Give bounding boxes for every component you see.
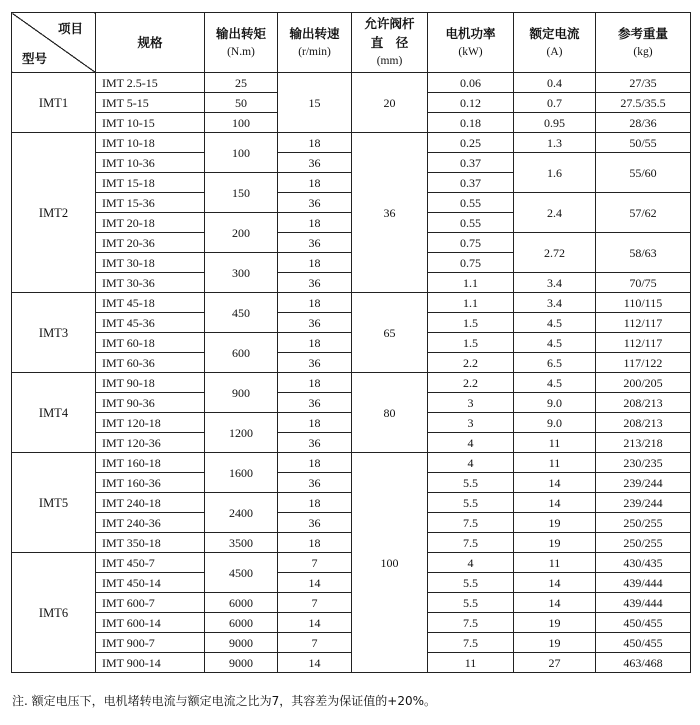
torque-cell: 150: [205, 173, 278, 213]
speed-cell: 18: [278, 293, 352, 313]
torque-cell: 6000: [205, 593, 278, 613]
torque-cell: 4500: [205, 553, 278, 593]
weight-cell: 250/255: [596, 513, 691, 533]
power-cell: 0.06: [428, 73, 514, 93]
torque-cell: 25: [205, 73, 278, 93]
speed-cell: 15: [278, 73, 352, 133]
model-cell: IMT 10-36: [96, 153, 205, 173]
table-row: [12, 513, 691, 533]
current-cell: 14: [514, 493, 596, 513]
table-row: [12, 573, 691, 593]
stem-diameter-cell: 80: [352, 373, 428, 453]
weight-cell: 28/36: [596, 113, 691, 133]
weight-cell: 250/255: [596, 533, 691, 553]
torque-cell: 100: [205, 133, 278, 173]
current-cell: 27: [514, 653, 596, 673]
speed-cell: 36: [278, 313, 352, 333]
current-cell: 1.3: [514, 133, 596, 153]
weight-header: [596, 13, 691, 73]
table-row: [12, 433, 691, 453]
weight-cell: 55/60: [596, 153, 691, 193]
table-body: [12, 73, 691, 673]
torque-cell: 3500: [205, 533, 278, 553]
type-cell: IMT1: [12, 73, 96, 133]
speed-cell: 14: [278, 653, 352, 673]
current-cell: 19: [514, 533, 596, 553]
model-cell: IMT 450-7: [96, 553, 205, 573]
torque-cell: 100: [205, 113, 278, 133]
weight-cell: 200/205: [596, 373, 691, 393]
stem-diameter-cell: 20: [352, 73, 428, 133]
weight-cell: 430/435: [596, 553, 691, 573]
torque-cell: 200: [205, 213, 278, 253]
model-cell: IMT 900-7: [96, 633, 205, 653]
model-cell: IMT 60-18: [96, 333, 205, 353]
speed-cell: 18: [278, 413, 352, 433]
torque-header: [205, 13, 278, 73]
table-row: [12, 593, 691, 613]
weight-cell: 230/235: [596, 453, 691, 473]
current-cell: 0.7: [514, 93, 596, 113]
power-cell: 11: [428, 653, 514, 673]
type-cell: IMT5: [12, 453, 96, 553]
speed-cell: 18: [278, 453, 352, 473]
model-cell: IMT 90-36: [96, 393, 205, 413]
current-header: [514, 13, 596, 73]
table-row: [12, 413, 691, 433]
weight-cell: 239/244: [596, 493, 691, 513]
table-row: [12, 393, 691, 413]
current-cell: 2.4: [514, 193, 596, 233]
weight-cell: 450/455: [596, 633, 691, 653]
speed-cell: 14: [278, 613, 352, 633]
table-header: [12, 13, 691, 73]
type-cell: IMT3: [12, 293, 96, 373]
stem-diameter-cell: 65: [352, 293, 428, 373]
power-cell: 7.5: [428, 633, 514, 653]
speed-cell: 36: [278, 273, 352, 293]
power-cell: 1.5: [428, 333, 514, 353]
current-cell: 11: [514, 453, 596, 473]
torque-cell: 2400: [205, 493, 278, 533]
speed-cell: 36: [278, 153, 352, 173]
weight-unit: (kg): [633, 45, 653, 58]
corner-bottom-label: 型号: [22, 51, 48, 66]
power-cell: 5.5: [428, 493, 514, 513]
model-cell: IMT 45-18: [96, 293, 205, 313]
speed-cell: 18: [278, 333, 352, 353]
spec-table-container: [11, 12, 690, 673]
weight-cell: 213/218: [596, 433, 691, 453]
power-cell: 5.5: [428, 573, 514, 593]
power-cell: 4: [428, 453, 514, 473]
stem-header-line1: 允许阀杆: [364, 16, 415, 31]
current-cell: 19: [514, 513, 596, 533]
weight-cell: 57/62: [596, 193, 691, 233]
speed-cell: 36: [278, 513, 352, 533]
stem-unit: (mm): [376, 55, 403, 67]
power-cell: 0.37: [428, 173, 514, 193]
model-cell: IMT 160-18: [96, 453, 205, 473]
speed-cell: 18: [278, 133, 352, 153]
current-cell: 9.0: [514, 413, 596, 433]
model-cell: IMT 10-15: [96, 113, 205, 133]
speed-cell: 18: [278, 373, 352, 393]
table-row: [12, 373, 691, 393]
speed-cell: 36: [278, 433, 352, 453]
table-row: [12, 353, 691, 373]
weight-cell: 50/55: [596, 133, 691, 153]
speed-cell: 36: [278, 353, 352, 373]
model-cell: IMT 20-18: [96, 213, 205, 233]
current-cell: 3.4: [514, 293, 596, 313]
current-cell: 6.5: [514, 353, 596, 373]
speed-cell: 18: [278, 213, 352, 233]
torque-cell: 9000: [205, 653, 278, 673]
corner-header-cell: [12, 13, 96, 73]
speed-cell: 7: [278, 593, 352, 613]
speed-cell: 7: [278, 553, 352, 573]
table-row: [12, 193, 691, 213]
table-row: [12, 473, 691, 493]
spec-header: [96, 13, 205, 73]
torque-cell: 1200: [205, 413, 278, 453]
power-header: [428, 13, 514, 73]
speed-cell: 7: [278, 633, 352, 653]
speed-cell: 36: [278, 233, 352, 253]
current-cell: 19: [514, 633, 596, 653]
torque-cell: 9000: [205, 633, 278, 653]
speed-cell: 18: [278, 173, 352, 193]
model-cell: IMT 30-36: [96, 273, 205, 293]
model-cell: IMT 2.5-15: [96, 73, 205, 93]
current-unit: (A): [546, 45, 563, 58]
model-cell: IMT 600-7: [96, 593, 205, 613]
model-cell: IMT 45-36: [96, 313, 205, 333]
torque-unit: (N.m): [227, 45, 255, 58]
current-cell: 4.5: [514, 373, 596, 393]
table-row: [12, 153, 691, 173]
weight-cell: 70/75: [596, 273, 691, 293]
power-cell: 4: [428, 553, 514, 573]
power-cell: 7.5: [428, 533, 514, 553]
current-cell: 0.95: [514, 113, 596, 133]
torque-cell: 600: [205, 333, 278, 373]
table-row: [12, 133, 691, 153]
stem-header-line2: 直 径: [370, 35, 409, 50]
speed-cell: 18: [278, 493, 352, 513]
header-row: [12, 13, 691, 73]
torque-cell: 450: [205, 293, 278, 333]
current-cell: 1.6: [514, 153, 596, 193]
power-cell: 7.5: [428, 513, 514, 533]
spec-header-label: 规格: [137, 35, 163, 50]
model-cell: IMT 60-36: [96, 353, 205, 373]
corner-top-label: 项目: [57, 21, 83, 36]
weight-cell: 112/117: [596, 333, 691, 353]
torque-cell: 6000: [205, 613, 278, 633]
model-cell: IMT 160-36: [96, 473, 205, 493]
power-cell: 2.2: [428, 373, 514, 393]
table-row: [12, 633, 691, 653]
current-cell: 11: [514, 433, 596, 453]
power-cell: 0.25: [428, 133, 514, 153]
model-cell: IMT 900-14: [96, 653, 205, 673]
table-row: [12, 293, 691, 313]
speed-header: [278, 13, 352, 73]
current-cell: 11: [514, 553, 596, 573]
current-cell: 14: [514, 473, 596, 493]
current-cell: 19: [514, 613, 596, 633]
power-cell: 5.5: [428, 473, 514, 493]
weight-cell: 239/244: [596, 473, 691, 493]
table-row: [12, 613, 691, 633]
type-cell: IMT2: [12, 133, 96, 293]
speed-cell: 36: [278, 473, 352, 493]
current-cell: 0.4: [514, 73, 596, 93]
table-row: [12, 333, 691, 353]
stem-diameter-cell: 100: [352, 453, 428, 673]
power-cell: 7.5: [428, 613, 514, 633]
current-cell: 4.5: [514, 313, 596, 333]
weight-cell: 208/213: [596, 413, 691, 433]
model-cell: IMT 30-18: [96, 253, 205, 273]
power-cell: 0.75: [428, 253, 514, 273]
model-cell: IMT 20-36: [96, 233, 205, 253]
power-cell: 1.1: [428, 273, 514, 293]
speed-unit: (r/min): [298, 45, 331, 58]
current-header-label: 额定电流: [529, 25, 580, 41]
power-cell: 5.5: [428, 593, 514, 613]
table-row: [12, 313, 691, 333]
power-cell: 0.55: [428, 193, 514, 213]
stem-diameter-header: [352, 13, 428, 73]
type-cell: IMT4: [12, 373, 96, 453]
speed-cell: 36: [278, 393, 352, 413]
torque-cell: 1600: [205, 453, 278, 493]
table-row: [12, 653, 691, 673]
weight-cell: 110/115: [596, 293, 691, 313]
table-row: [12, 73, 691, 93]
spec-table: [11, 12, 691, 673]
model-cell: IMT 15-36: [96, 193, 205, 213]
power-cell: 0.75: [428, 233, 514, 253]
model-cell: IMT 600-14: [96, 613, 205, 633]
weight-cell: 450/455: [596, 613, 691, 633]
speed-header-label: 输出转速: [289, 25, 340, 41]
weight-cell: 208/213: [596, 393, 691, 413]
table-row: [12, 493, 691, 513]
weight-cell: 27.5/35.5: [596, 93, 691, 113]
table-row: [12, 233, 691, 253]
speed-cell: 14: [278, 573, 352, 593]
model-cell: IMT 10-18: [96, 133, 205, 153]
torque-cell: 900: [205, 373, 278, 413]
stem-diameter-cell: 36: [352, 133, 428, 293]
table-row: [12, 273, 691, 293]
torque-cell: 300: [205, 253, 278, 293]
power-cell: 0.55: [428, 213, 514, 233]
model-cell: IMT 90-18: [96, 373, 205, 393]
model-cell: IMT 350-18: [96, 533, 205, 553]
current-cell: 2.72: [514, 233, 596, 273]
model-cell: IMT 120-36: [96, 433, 205, 453]
torque-header-label: 输出转矩: [215, 25, 266, 41]
model-cell: IMT 240-18: [96, 493, 205, 513]
model-cell: IMT 120-18: [96, 413, 205, 433]
current-cell: 3.4: [514, 273, 596, 293]
footnote: 注. 额定电压下，电机堵转电流与额定电流之比为7，其容差为保证值的+20%。: [12, 694, 436, 708]
current-cell: 14: [514, 593, 596, 613]
weight-header-label: 参考重量: [617, 25, 668, 41]
power-cell: 2.2: [428, 353, 514, 373]
current-cell: 14: [514, 573, 596, 593]
table-row: [12, 553, 691, 573]
weight-cell: 463/468: [596, 653, 691, 673]
type-cell: IMT6: [12, 553, 96, 673]
power-cell: 0.18: [428, 113, 514, 133]
table-row: [12, 453, 691, 473]
weight-cell: 58/63: [596, 233, 691, 273]
power-cell: 3: [428, 393, 514, 413]
torque-cell: 50: [205, 93, 278, 113]
power-cell: 4: [428, 433, 514, 453]
speed-cell: 36: [278, 193, 352, 213]
power-cell: 3: [428, 413, 514, 433]
model-cell: IMT 450-14: [96, 573, 205, 593]
weight-cell: 112/117: [596, 313, 691, 333]
power-unit: (kW): [458, 45, 483, 58]
model-cell: IMT 15-18: [96, 173, 205, 193]
power-cell: 0.37: [428, 153, 514, 173]
table-row: [12, 533, 691, 553]
model-cell: IMT 5-15: [96, 93, 205, 113]
weight-cell: 439/444: [596, 593, 691, 613]
model-cell: IMT 240-36: [96, 513, 205, 533]
speed-cell: 18: [278, 253, 352, 273]
weight-cell: 439/444: [596, 573, 691, 593]
power-header-label: 电机功率: [445, 25, 496, 41]
power-cell: 1.1: [428, 293, 514, 313]
current-cell: 4.5: [514, 333, 596, 353]
power-cell: 0.12: [428, 93, 514, 113]
current-cell: 9.0: [514, 393, 596, 413]
weight-cell: 117/122: [596, 353, 691, 373]
speed-cell: 18: [278, 533, 352, 553]
power-cell: 1.5: [428, 313, 514, 333]
weight-cell: 27/35: [596, 73, 691, 93]
